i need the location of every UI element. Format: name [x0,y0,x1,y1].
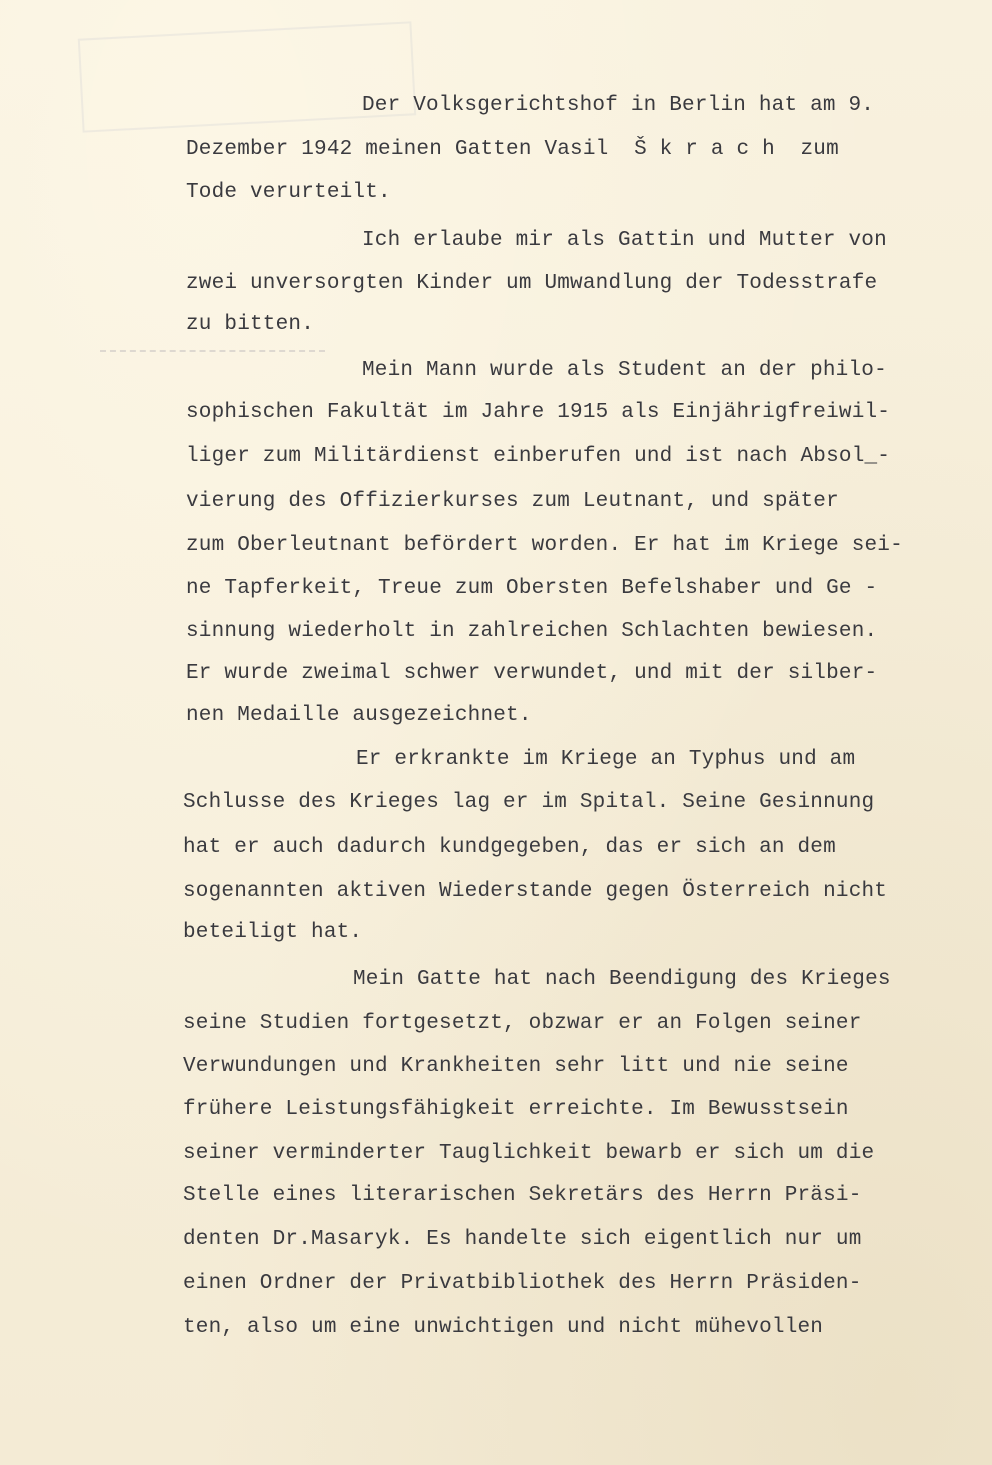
letter-line: liger zum Militärdienst einberufen und ist nach Absol_- [186,445,891,468]
letter-line: Ich erlaube mir als Gattin und Mutter von [362,229,887,252]
letter-line: Der Volksgerichtshof in Berlin hat am 9. [362,94,875,117]
letter-line: vierung des Offizierkurses zum Leutnant, und später [186,490,839,513]
letter-line: sinnung wiederholt in zahlreichen Schlachten bewiesen. [186,620,878,643]
letter-line: hat er auch dadurch kundgegeben, das er sich an dem [183,836,836,859]
letter-line: seine Studien fortgesetzt, obzwar er an Folgen seiner [183,1012,862,1035]
letter-line: seiner verminderter Tauglichkeit bewarb er sich um die [183,1142,875,1165]
letter-line: ne Tapferkeit, Treue zum Obersten Befelshaber und Ge - [186,577,878,600]
letter-line: Er wurde zweimal schwer verwundet, und mit der silber- [186,662,878,685]
letter-line: Stelle eines literarischen Sekretärs des Herrn Präsi- [183,1184,862,1207]
letter-line: sophischen Fakultät im Jahre 1915 als Einjährigfreiwil- [186,401,891,424]
letter-line: Mein Mann wurde als Student an der philo- [362,359,887,382]
letter-line: zwei unversorgten Kinder um Umwandlung der Todesstrafe [186,272,878,295]
letter-line: denten Dr.Masaryk. Es handelte sich eigentlich nur um [183,1228,862,1251]
letter-line: Tode verurteilt. [186,181,391,204]
letter-line: Verwundungen und Krankheiten sehr litt und nie seine [183,1055,849,1078]
letter-line: Er erkrankte im Kriege an Typhus und am [356,748,856,771]
letter-line: einen Ordner der Privatbibliothek des Herrn Präsiden- [183,1272,862,1295]
letter-line: Schlusse des Krieges lag er im Spital. Seine Gesinnung [183,791,875,814]
letter-line: zu bitten. [186,313,315,336]
letter-line: Dezember 1942 meinen Gatten Vasil Š k r a c h zum [186,138,839,161]
letter-line: nen Medaille ausgezeichnet. [186,704,532,727]
letter-line: sogenannten aktiven Wiederstande gegen Österreich nicht [183,880,888,903]
letter-line: ten, also um eine unwichtigen und nicht mühevollen [183,1316,824,1339]
letter-line: zum Oberleutnant befördert worden. Er hat im Kriege sei- [186,534,903,557]
letter-line: beteiligt hat. [183,921,363,944]
letter-line: Mein Gatte hat nach Beendigung des Krieges [353,968,891,991]
letter-line: frühere Leistungsfähigkeit erreichte. Im Bewusstsein [183,1098,849,1121]
